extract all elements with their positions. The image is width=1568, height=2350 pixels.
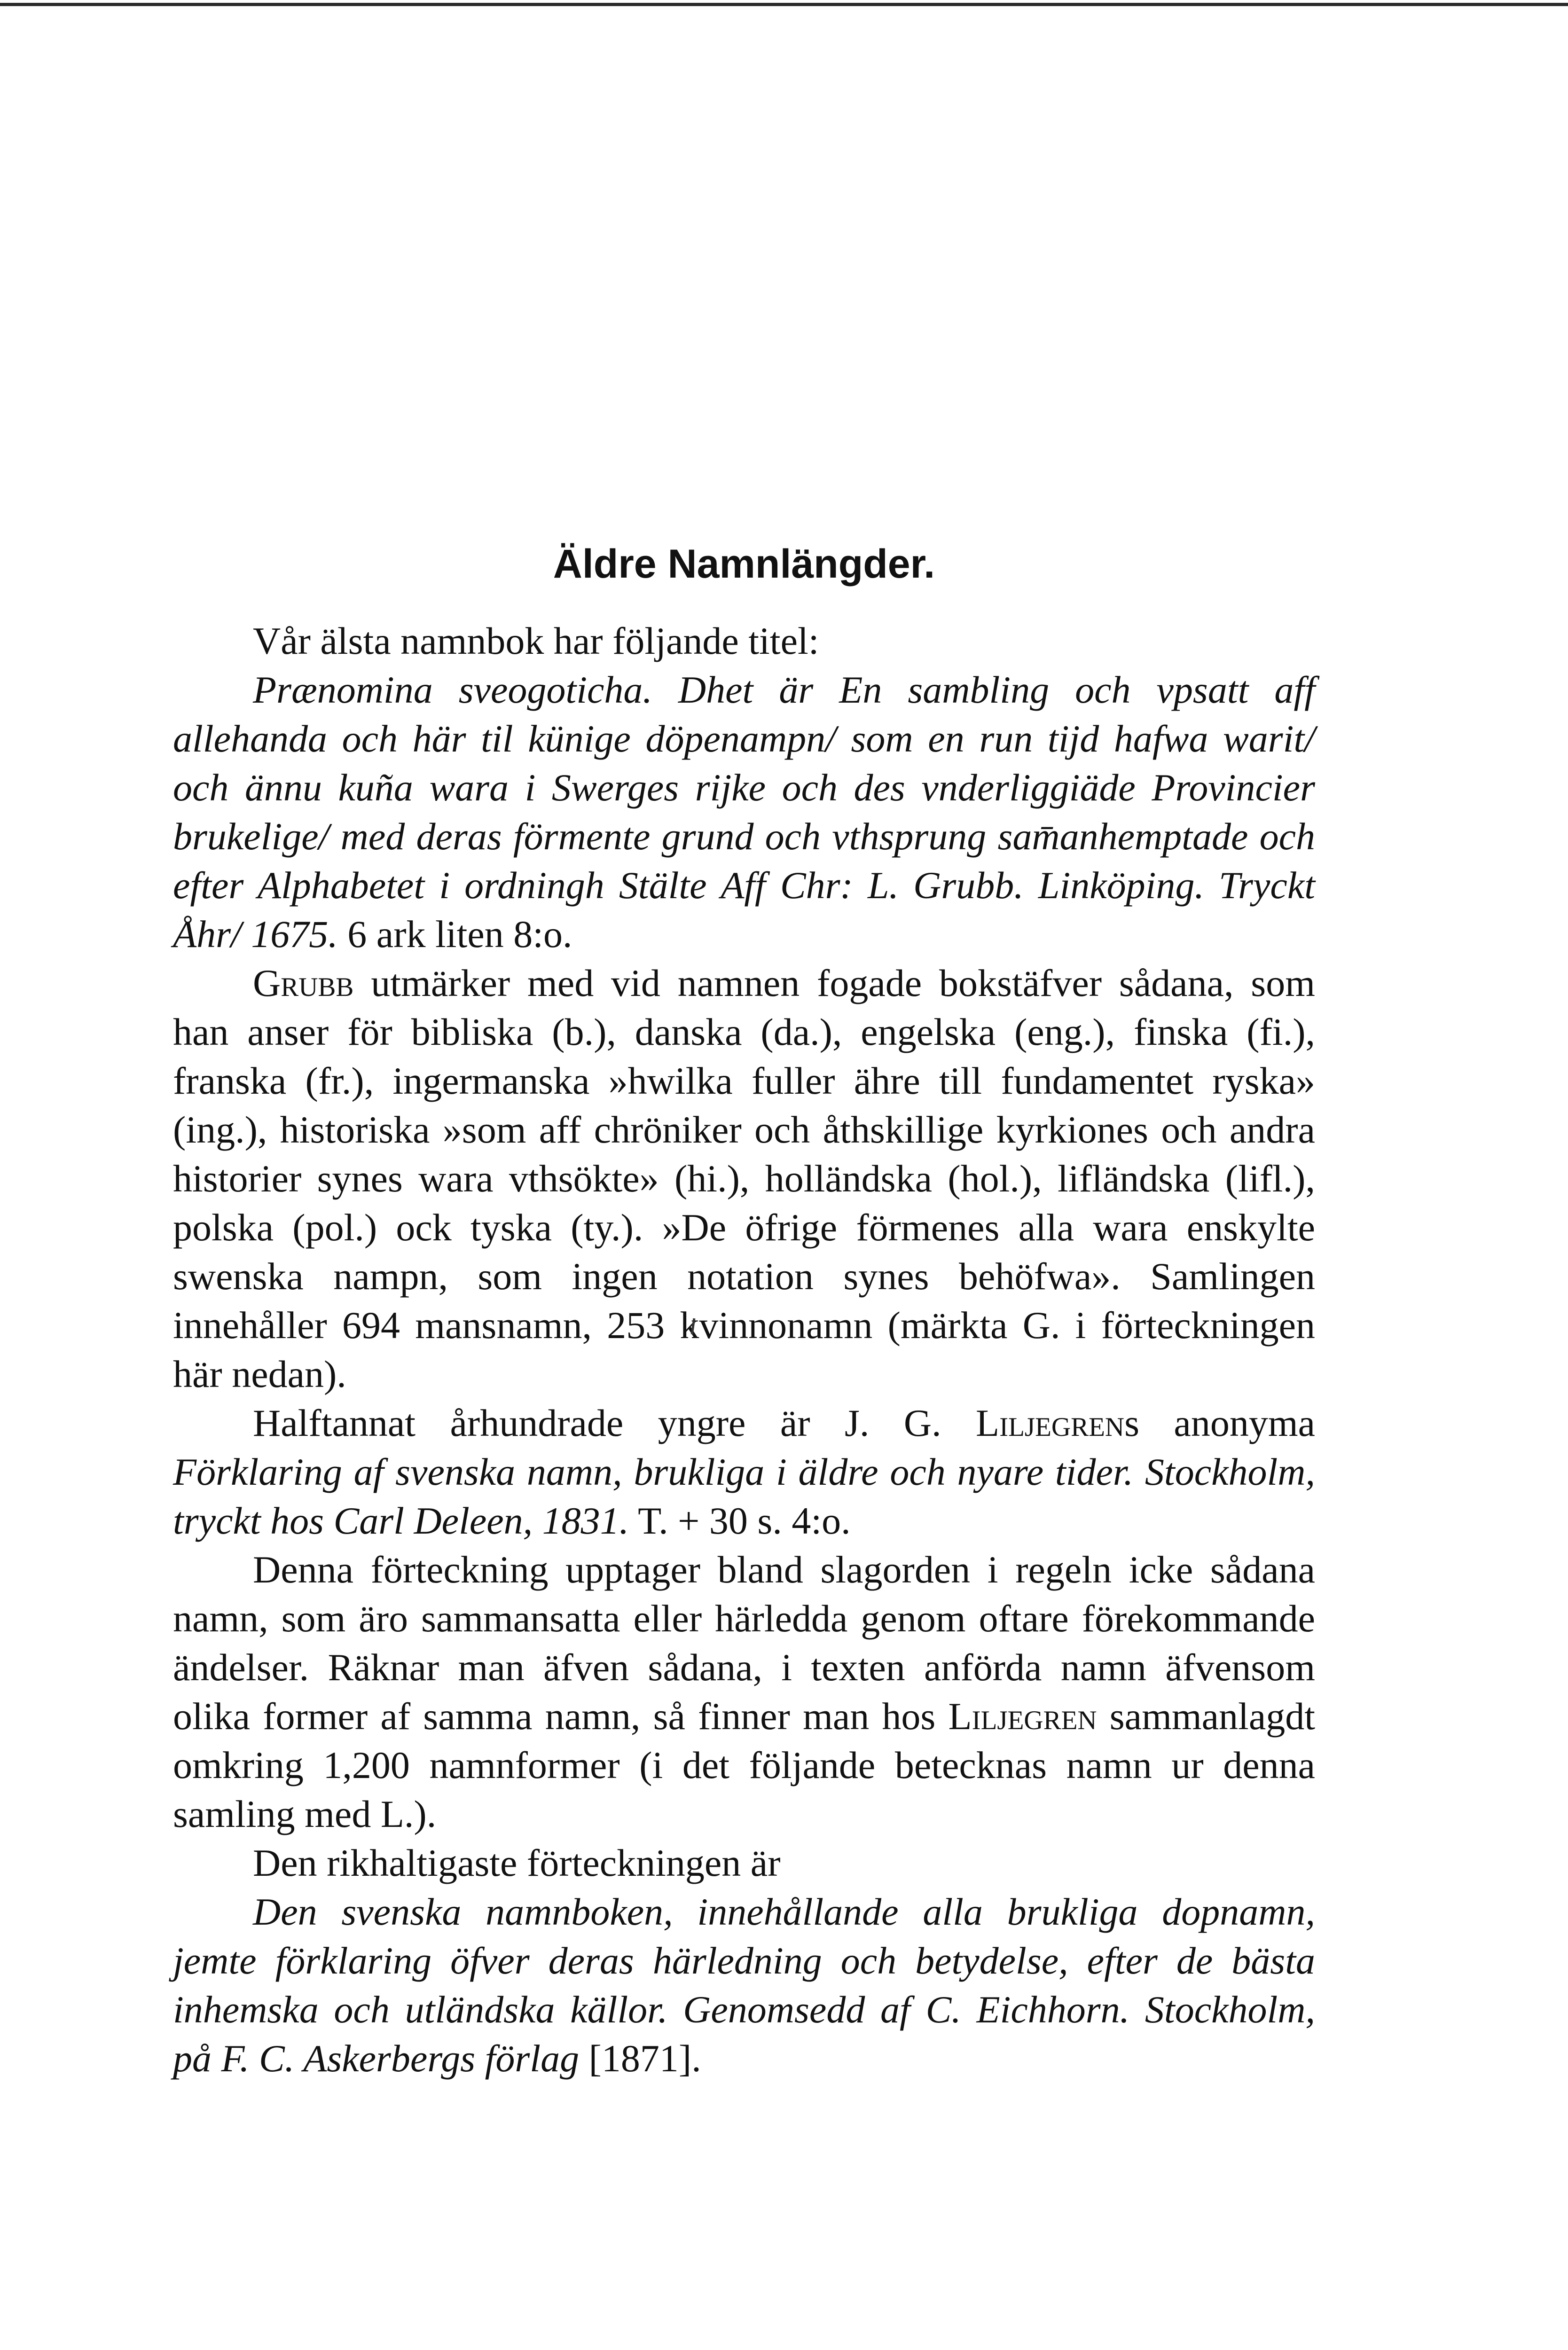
body-text: Denna förteckning upptager bland slagorden i regeln icke sådana namn, som äro sammansatta eller härledda genom oftare förekommande ändelser. Räknar man äfven sådana, i texten anförda namn äfvensom olika former af samma namn, så finner man hos: [173, 1548, 1315, 1738]
body-text: 6 ark liten 8:o.: [337, 913, 572, 956]
body-text: s anonyma: [1124, 1402, 1315, 1444]
italic-title-text: Prænomina sveogoticha. Dhet är En sambling och vpsatt aff allehanda och här til künige döpenampn/ som en run tijd hafwa warit/ och ännu kuña wara i Swerges rijke och des vnderliggiäde Provincier brukelige/ med deras förmente grund och vthsprung sam̄anhemptade och efter Alphabetet i ordningh Stälte Aff Chr: L. Grubb. Linköping. Tryckt Åhr/ 1675.: [173, 668, 1315, 956]
body-text: Vår älsta namnbok har följande titel:: [253, 619, 819, 662]
small-caps-name: Grubb: [253, 962, 354, 1004]
paragraph: [173, 1399, 1315, 1545]
page-body: [173, 536, 1315, 2083]
paragraph: [173, 959, 1315, 1399]
text-blocks: [173, 617, 1315, 2083]
paragraph: [173, 1888, 1315, 2083]
page-top-rule: [0, 3, 1568, 6]
paragraph: [173, 617, 1315, 666]
body-text: Den rikhaltigaste förteckningen är: [253, 1841, 781, 1884]
body-text: [1871].: [579, 2037, 701, 2080]
paragraph: [173, 666, 1315, 959]
italic-title-text: Den svenska namnboken, innehållande alla brukliga dopnamn, jemte förklaring öfver deras härledning och betydelse, efter de bästa inhemska och utländska källor. Genomsedd af C. Eichhorn. Stockholm, på F. C. Askerbergs förlag: [173, 1890, 1315, 2080]
body-text: sammanlagdt omkring 1,200 namnformer (i det följande betecknas namn ur denna samling med L.).: [173, 1695, 1316, 1835]
italic-title-text: Förklaring af svenska namn, brukliga i äldre och nyare tider. Stockholm, tryckt hos Carl Deleen, 1831.: [173, 1450, 1315, 1542]
page-heading: Äldre Namnlängder.: [553, 541, 935, 587]
body-text: Halftannat århundrade yngre är J. G.: [253, 1402, 976, 1444]
small-caps-name: Liljegren: [948, 1695, 1097, 1738]
body-text: utmärker med vid namnen fogade bokstäfver sådana, som han anser för bibliska (b.), danska (da.), engelska (eng.), finska (fi.), franska (fr.), ingermanska »hwilka fuller ähre till fundamentet ryska» (ing.), historiska »som aff chröniker och åthskillige kyrkiones och andra historier synes wara vthsökte» (hi.), holländska (hol.), lifländska (lifl.), polska (pol.) ock tyska (ty.). »De öfrige förmenes alla wara enskylte swenska nampn, som ingen notation synes behöfwa». Samlingen innehåller 694 mansnamn, 253 kvinnonamn (märkta G. i förteckningen här nedan).: [173, 962, 1315, 1395]
paragraph: [173, 1839, 1315, 1888]
body-text: T. + 30 s. 4:o.: [629, 1499, 851, 1542]
small-caps-name: Liljegren: [976, 1402, 1125, 1444]
paragraph: [173, 1545, 1315, 1839]
